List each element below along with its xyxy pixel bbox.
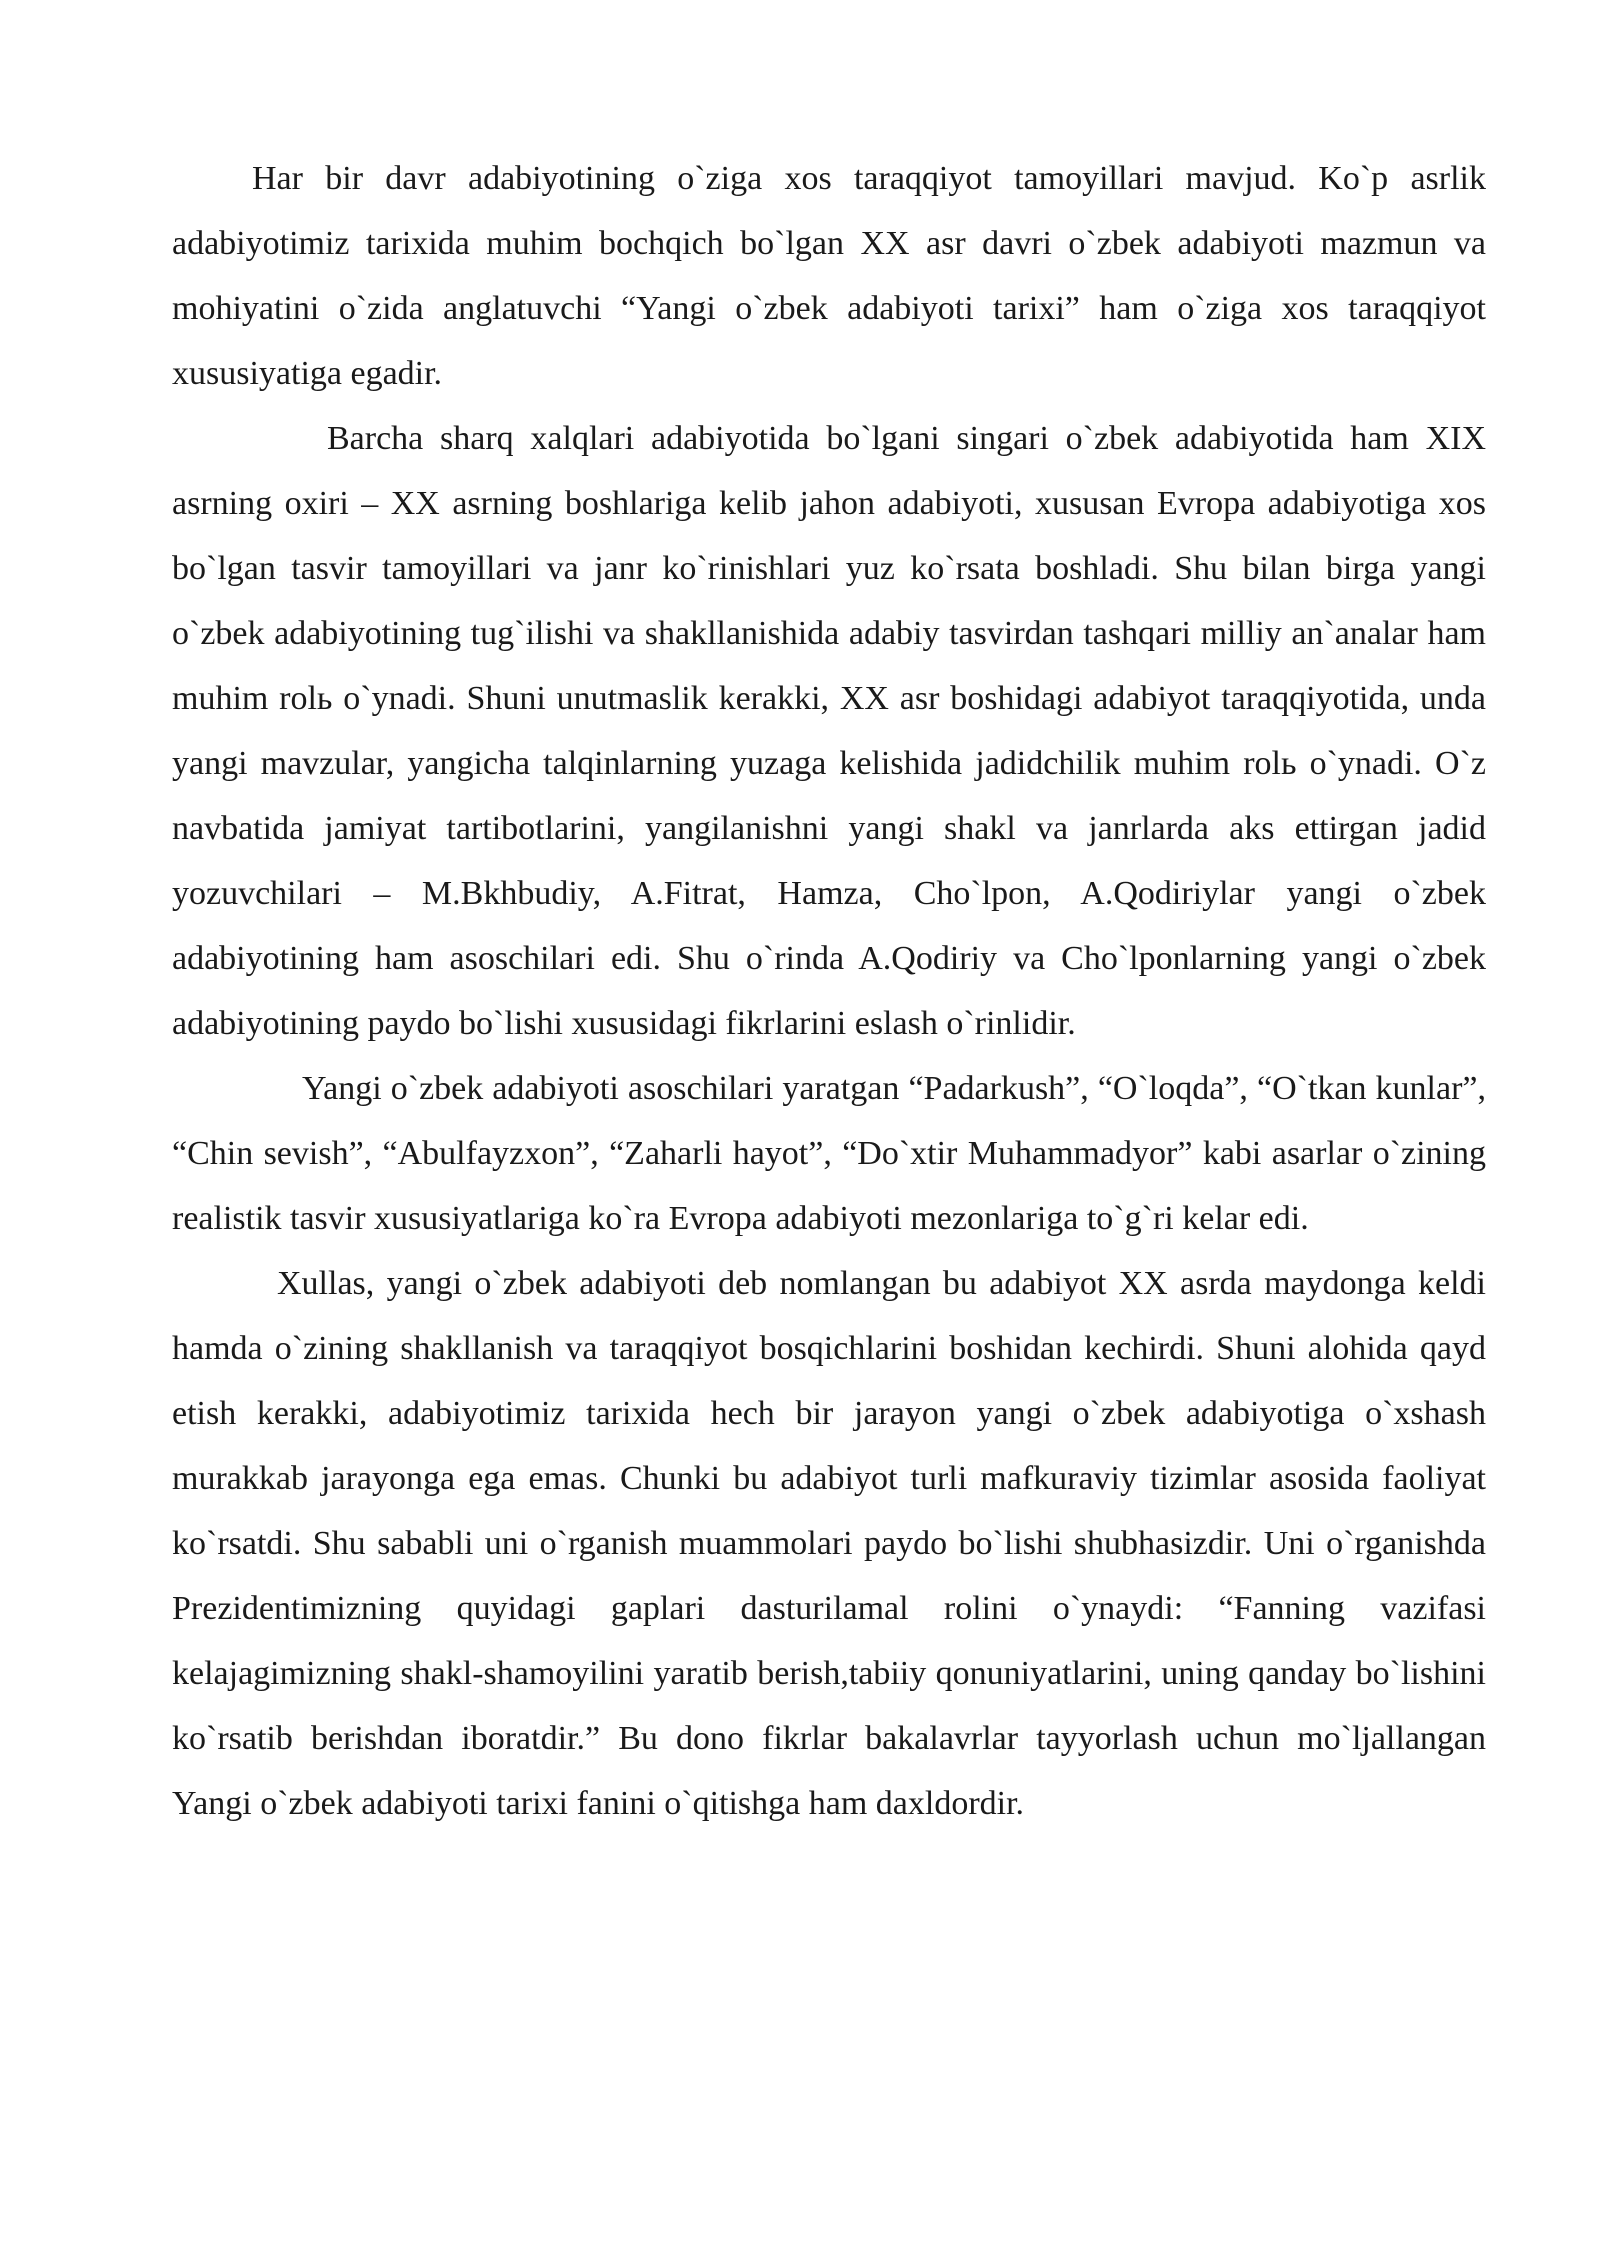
paragraph-4: Xullas, yangi o`zbek adabiyoti deb nomlangan bu adabiyot XX asrda maydonga keldi hamda o`zining shakllanish va taraqqiyot bosqichlarini boshidan kechirdi. Shuni alohida qayd etish kerakki, adabiyotimiz tarixida hech bir jarayon yangi o`zbek adabiyotiga o`xshash murakkab jarayonga ega emas. Chunki bu adabiyot turli mafkuraviy tizimlar asosida faoliyat ko`rsatdi. Shu sababli uni o`rganish muammolari paydo bo`lishi shubhasizdir. Uni o`rganishda Prezidentimizning quyidagi gaplari dasturilamal rolini o`ynaydi: “Fanning vazifasi kelajagimizning shakl-shamoyilini yaratib berish,tabiiy qonuniyatlarini, uning qanday bo`lishini ko`rsatib berishdan iboratdir.” Bu dono fikrlar bakalavrlar tayyorlash uchun mo`ljallangan Yangi o`zbek adabiyoti tarixi fanini o`qitishga ham daxldordir. [172,1265,1486,1822]
document-body [172,146,1486,1836]
paragraph-1: Har bir davr adabiyotining o`ziga xos taraqqiyot tamoyillari mavjud. Ko`p asrlik adabiyotimiz tarixida muhim bochqich bo`lgan XX asr davri o`zbek adabiyoti mazmun va mohiyatini o`zida anglatuvchi “Yangi o`zbek adabiyoti tarixi” ham o`ziga xos taraqqiyot xususiyatiga egadir. [172,160,1486,392]
paragraph-2: Barcha sharq xalqlari adabiyotida bo`lgani singari o`zbek adabiyotida ham XIX asrning oxiri – XX asrning boshlariga kelib jahon adabiyoti, xususan Evropa adabiyotiga xos bo`lgan tasvir tamoyillari va janr ko`rinishlari yuz ko`rsata boshladi. Shu bilan birga yangi o`zbek adabiyotining tug`ilishi va shakllanishida adabiy tasvirdan tashqari milliy an`analar ham muhim rolь o`ynadi. Shuni unutmaslik kerakki, XX asr boshidagi adabiyot taraqqiyotida, unda yangi mavzular, yangicha talqinlarning yuzaga kelishida jadidchilik muhim rolь o`ynadi. O`z navbatida jamiyat tartibotlarini, yangilanishni yangi shakl va janrlarda aks ettirgan jadid yozuvchilari – M.Bkhbudiy, A.Fitrat, Hamza, Cho`lpon, A.Qodiriylar yangi o`zbek adabiyotining ham asoschilari edi. Shu o`rinda A.Qodiriy va Cho`lponlarning yangi o`zbek adabiyotining paydo bo`lishi xususidagi fikrlarini eslash o`rinlidir. [172,420,1486,1042]
paragraph-3: Yangi o`zbek adabiyoti asoschilari yaratgan “Padarkush”, “O`loqda”, “O`tkan kunlar”, “Chin sevish”, “Abulfayzxon”, “Zaharli hayot”, “Do`xtir Muhammadyor” kabi asarlar o`zining realistik tasvir xususiyatlariga ko`ra Evropa adabiyoti mezonlariga to`g`ri kelar edi. [172,1070,1486,1237]
